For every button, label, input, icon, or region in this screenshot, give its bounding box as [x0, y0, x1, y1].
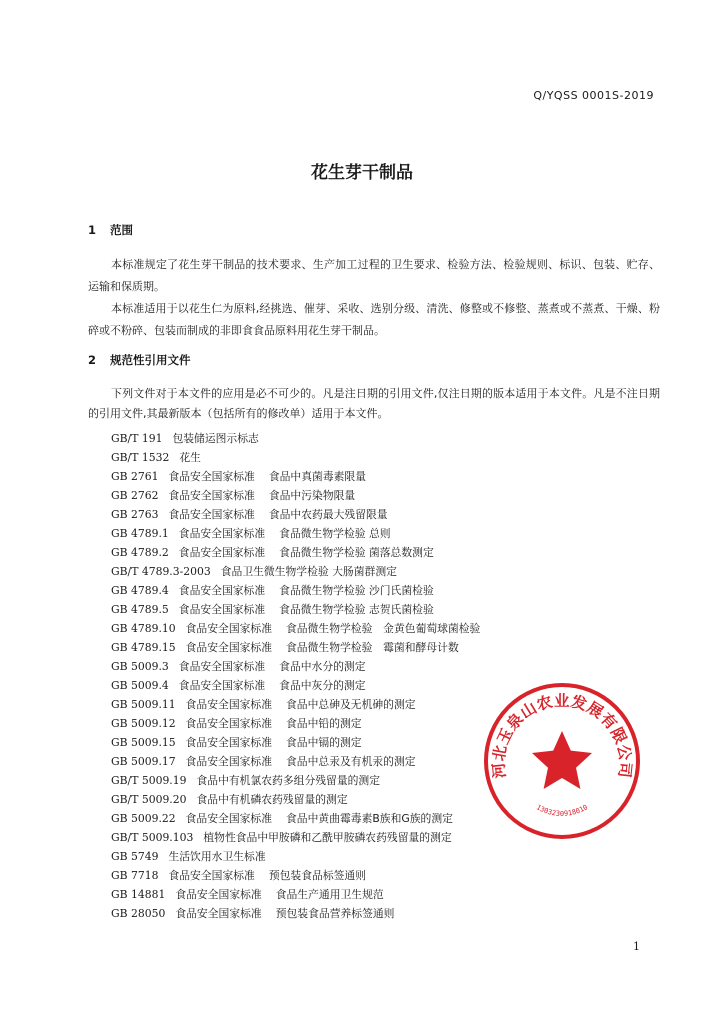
reference-title: 食品中总砷及无机砷的测定: [286, 698, 416, 711]
reference-code: GB/T 4789.3-2003: [111, 565, 211, 578]
reference-title: 食品安全国家标准: [175, 888, 262, 901]
reference-title: 植物性食品中甲胺磷和乙酰甲胺磷农药残留量的测定: [203, 831, 452, 844]
reference-code: GB 5009.22: [111, 812, 176, 825]
reference-code: GB 4789.5: [111, 603, 169, 616]
reference-item: [111, 638, 480, 657]
reference-item: [111, 828, 480, 847]
reference-code: GB 4789.4: [111, 584, 169, 597]
reference-item: [111, 771, 480, 790]
reference-code: GB 5009.12: [111, 717, 176, 730]
reference-code: GB 5009.3: [111, 660, 169, 673]
reference-title: 食品生产通用卫生规范: [275, 888, 384, 901]
reference-code: GB 5009.4: [111, 679, 169, 692]
reference-item: [111, 809, 480, 828]
reference-code: GB 2762: [111, 489, 159, 502]
scope-paragraph-1: 本标准规定了花生芽干制品的技术要求、生产加工过程的卫生要求、检验方法、检验规则、标识、包装、贮存、运输和保质期。: [88, 258, 660, 293]
reference-title: 食品安全国家标准: [168, 869, 255, 882]
reference-title: 食品中农药最大残留限量: [268, 508, 388, 521]
reference-title: 预包装食品标签通则: [268, 869, 367, 882]
page-number: 1: [633, 940, 640, 953]
reference-item: [111, 790, 480, 809]
star-icon: [532, 731, 592, 789]
reference-item: [111, 467, 480, 486]
reference-code: GB/T 5009.19: [111, 774, 187, 787]
reference-item: [111, 581, 480, 600]
normative-intro: [88, 384, 660, 424]
seal-text: 河北玉泉山农业发展有限公司: [489, 691, 635, 780]
reference-code: GB 7718: [111, 869, 159, 882]
reference-title: 食品中镉的测定: [286, 736, 362, 749]
reference-title: 食品微生物学检验 金黄色葡萄球菌检验: [286, 622, 481, 635]
reference-item: [111, 505, 480, 524]
reference-item: [111, 695, 480, 714]
reference-title: 食品安全国家标准: [185, 755, 273, 768]
reference-code: GB 28050: [111, 907, 166, 920]
reference-list: [111, 429, 480, 923]
reference-item: [111, 429, 480, 448]
reference-title: 食品中黄曲霉毒素B族和G族的测定: [286, 812, 453, 825]
section-title: 规范性引用文件: [110, 353, 191, 367]
reference-item: [111, 733, 480, 752]
reference-item: [111, 714, 480, 733]
reference-title: 食品微生物学检验 总则: [279, 527, 391, 540]
reference-title: 食品安全国家标准: [178, 546, 266, 559]
reference-code: GB/T 5009.103: [111, 831, 194, 844]
document-title: 花生芽干制品: [311, 163, 413, 183]
reference-title: 包装储运图示标志: [172, 432, 259, 445]
reference-title: 食品安全国家标准: [178, 660, 266, 673]
reference-item: [111, 847, 480, 866]
reference-title: 花生: [179, 451, 201, 464]
reference-title: 食品安全国家标准: [168, 489, 255, 502]
normative-intro-paragraph: 下列文件对于本文件的应用是必不可少的。凡是注日期的引用文件,仅注日期的版本适用于本文件。凡是不注日期的引用文件,其最新版本（包括所有的修改单）适用于本文件。: [88, 387, 660, 420]
reference-item: [111, 619, 480, 638]
reference-title: 食品卫生微生物学检验 大肠菌群测定: [220, 565, 397, 578]
reference-code: GB 2761: [111, 470, 159, 483]
scope-text: [88, 254, 660, 342]
reference-item: [111, 600, 480, 619]
reference-item: [111, 448, 480, 467]
section-title: 范围: [110, 223, 134, 237]
scope-paragraph-2: 本标准适用于以花生仁为原料,经挑选、催芽、采收、选别分级、清洗、修整或不修整、蒸煮或不蒸煮、干燥、粉碎或不粉碎、包装而制成的非即食食品原料用花生芽干制品。: [88, 302, 660, 337]
reference-item: [111, 524, 480, 543]
reference-code: GB/T 1532: [111, 451, 170, 464]
reference-title: 食品安全国家标准: [168, 508, 255, 521]
section-number: 2: [88, 353, 97, 367]
reference-title: 预包装食品营养标签通则: [275, 907, 395, 920]
seal-number: 1303230918010: [534, 803, 590, 818]
reference-code: GB 5009.15: [111, 736, 176, 749]
reference-title: 食品中有机磷农药残留量的测定: [196, 793, 348, 806]
reference-title: 食品中污染物限量: [268, 489, 356, 502]
reference-title: 食品中总汞及有机汞的测定: [286, 755, 416, 768]
reference-title: 食品安全国家标准: [185, 736, 273, 749]
reference-code: GB 5009.11: [111, 698, 176, 711]
section-heading-normative: [88, 352, 191, 368]
reference-code: GB 5009.17: [111, 755, 176, 768]
reference-title: 食品安全国家标准: [178, 527, 266, 540]
reference-item: [111, 752, 480, 771]
reference-title: 食品安全国家标准: [178, 679, 266, 692]
reference-title: 食品中铅的测定: [286, 717, 362, 730]
reference-title: 食品中灰分的测定: [279, 679, 366, 692]
reference-item: [111, 562, 480, 581]
reference-code: GB 4789.15: [111, 641, 176, 654]
reference-title: 食品中水分的测定: [279, 660, 366, 673]
reference-title: 食品中真菌毒素限量: [268, 470, 367, 483]
reference-code: GB 4789.2: [111, 546, 169, 559]
reference-code: GB 2763: [111, 508, 159, 521]
reference-item: [111, 904, 480, 923]
company-seal: [482, 681, 642, 841]
reference-item: [111, 885, 480, 904]
reference-title: 食品微生物学检验 沙门氏菌检验: [279, 584, 434, 597]
section-heading-scope: [88, 222, 133, 238]
reference-title: 食品安全国家标准: [178, 584, 266, 597]
standard-code: Q/YQSS 0001S-2019: [533, 89, 654, 102]
reference-title: 生活饮用水卫生标准: [168, 850, 266, 863]
reference-code: GB/T 5009.20: [111, 793, 187, 806]
reference-title: 食品安全国家标准: [185, 812, 273, 825]
reference-item: [111, 676, 480, 695]
reference-title: 食品安全国家标准: [185, 641, 273, 654]
section-number: 1: [88, 223, 97, 237]
reference-code: GB 14881: [111, 888, 166, 901]
reference-title: 食品微生物学检验 志贺氏菌检验: [279, 603, 434, 616]
reference-title: 食品安全国家标准: [185, 698, 273, 711]
reference-code: GB/T 191: [111, 432, 163, 445]
reference-code: GB 4789.10: [111, 622, 176, 635]
reference-title: 食品微生物学检验 菌落总数测定: [279, 546, 434, 559]
reference-item: [111, 486, 480, 505]
reference-item: [111, 866, 480, 885]
reference-title: 食品安全国家标准: [178, 603, 266, 616]
reference-item: [111, 657, 480, 676]
reference-item: [111, 543, 480, 562]
reference-code: GB 4789.1: [111, 527, 169, 540]
reference-title: 食品中有机氯农药多组分残留量的测定: [196, 774, 381, 787]
reference-title: 食品安全国家标准: [185, 717, 273, 730]
reference-title: 食品安全国家标准: [168, 470, 255, 483]
reference-code: GB 5749: [111, 850, 159, 863]
reference-title: 食品安全国家标准: [175, 907, 262, 920]
reference-title: 食品安全国家标准: [185, 622, 273, 635]
reference-title: 食品微生物学检验 霉菌和酵母计数: [286, 641, 459, 654]
